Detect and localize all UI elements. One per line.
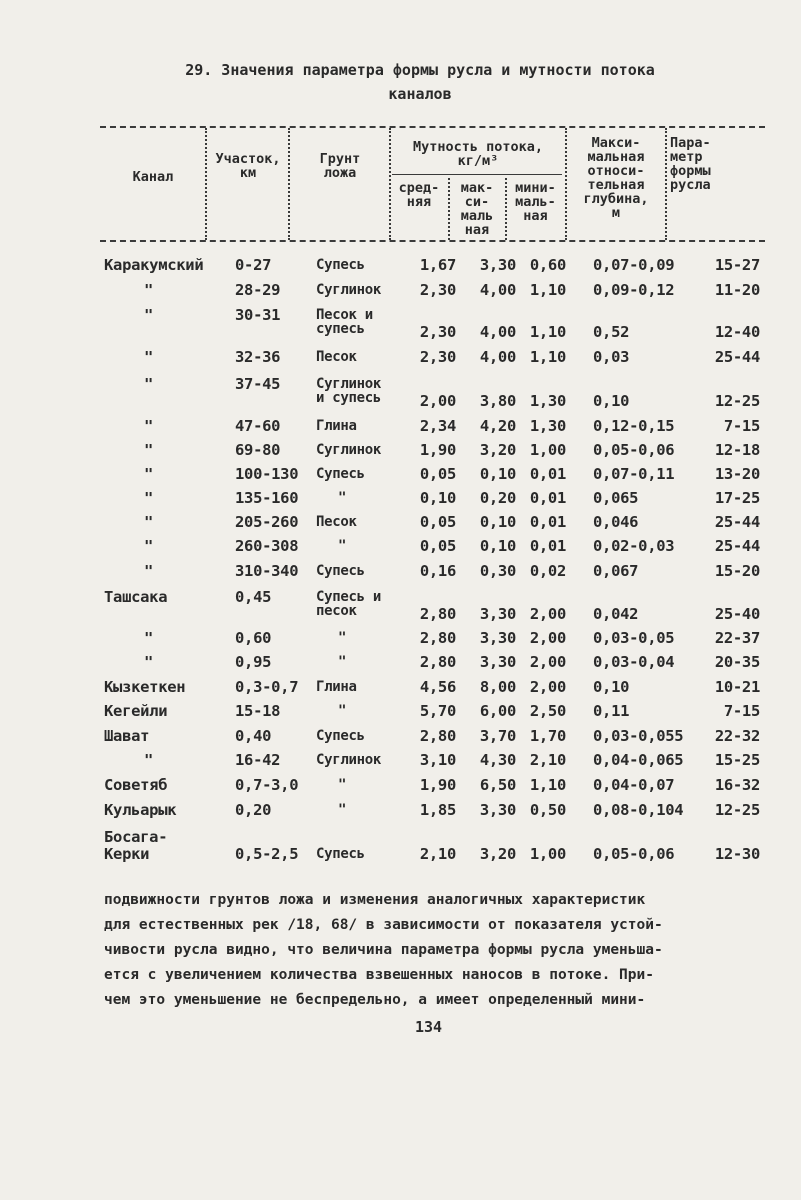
cell-avg: 2,80 [419,605,456,623]
cell-section: 0,45 [235,588,272,606]
cell-max: 0,10 [479,513,516,531]
cell-param: 25-44 [714,537,760,555]
cell-soil: Супесь [316,728,365,744]
table-row [0,680,801,704]
table-row [0,704,801,728]
cell-max: 3,30 [479,653,516,671]
table-row [0,443,801,467]
cell-avg: 0,16 [419,562,456,580]
header-turbidity: Мутность потока, кг/м³ [412,139,544,169]
cell-param: 10-21 [714,678,760,696]
cell-section: 0,3-0,7 [235,678,299,696]
cell-soil: Песок [316,514,357,530]
cell-param: 16-32 [714,776,760,794]
cell-param: 7-15 [723,702,760,720]
cell-max: 8,00 [479,678,516,696]
cell-min: 1,10 [529,323,566,341]
cell-max: 3,30 [479,801,516,819]
cell-max: 4,20 [479,417,516,435]
table-row [0,350,801,374]
cell-section: 16-42 [235,751,281,769]
table-row [0,375,801,410]
table-row [0,655,801,679]
table-row [0,828,801,863]
cell-min: 1,00 [529,845,566,863]
cell-avg: 2,00 [419,392,456,410]
cell-min: 0,01 [529,537,566,555]
cell-soil: Супесь [316,563,365,579]
cell-avg: 1,67 [419,256,456,274]
cell-soil: Супесь [316,466,365,482]
cell-canal: " [144,417,154,435]
cell-canal: Кызкеткен [104,678,186,696]
cell-min: 0,02 [529,562,566,580]
cell-min: 2,00 [529,629,566,647]
cell-max: 3,20 [479,845,516,863]
paragraph-line: чивости русла видно, что величина параметра формы русла уменьша- [104,942,663,958]
cell-section: 37-45 [235,375,281,393]
cell-max: 3,30 [479,605,516,623]
cell-section: 0,7-3,0 [235,776,299,794]
table-row [0,491,801,515]
cell-canal: " [144,513,154,531]
table-row [0,778,801,802]
table-row [0,283,801,307]
cell-max: 3,80 [479,392,516,410]
cell-avg: 1,90 [419,776,456,794]
cell-depth: 0,03-0,05 [593,629,675,647]
cell-depth: 0,065 [593,489,639,507]
cell-depth: 0,52 [593,323,630,341]
cell-canal: " [144,281,154,299]
cell-min: 2,00 [529,678,566,696]
cell-min: 2,00 [529,653,566,671]
cell-param: 25-40 [714,605,760,623]
cell-avg: 2,80 [419,727,456,745]
cell-canal: " [144,375,154,393]
cell-section: 69-80 [235,441,281,459]
cell-canal: " [144,751,154,769]
cell-avg: 0,05 [419,465,456,483]
cell-param: 22-37 [714,629,760,647]
column-separator [665,128,667,240]
cell-canal: " [144,441,154,459]
table-row [0,729,801,753]
cell-max: 0,10 [479,537,516,555]
cell-param: 12-18 [714,441,760,459]
cell-avg: 1,90 [419,441,456,459]
cell-depth: 0,09-0,12 [593,281,675,299]
cell-avg: 0,05 [419,513,456,531]
cell-param: 12-40 [714,323,760,341]
cell-canal: " [144,489,154,507]
cell-soil: Супесь [316,846,365,862]
table-row [0,753,801,777]
cell-min: 1,10 [529,281,566,299]
cell-section: 0,40 [235,727,272,745]
cell-canal: " [144,562,154,580]
cell-param: 12-30 [714,845,760,863]
table-row [0,564,801,588]
body-paragraph [104,888,769,1013]
cell-depth: 0,05-0,06 [593,441,675,459]
table-title [140,58,700,106]
cell-param: 17-25 [714,489,760,507]
cell-param: 11-20 [714,281,760,299]
cell-param: 12-25 [714,392,760,410]
cell-max: 0,20 [479,489,516,507]
cell-soil: " [338,490,347,506]
cell-min: 2,00 [529,605,566,623]
cell-min: 1,30 [529,392,566,410]
cell-max: 4,00 [479,323,516,341]
cell-soil: " [338,538,347,554]
header-section: Участок, км [215,151,281,181]
cell-soil: Песок [316,349,357,365]
cell-depth: 0,02-0,03 [593,537,675,555]
cell-avg: 4,56 [419,678,456,696]
cell-depth: 0,08-0,104 [593,801,684,819]
paragraph-line: для естественных рек /18, 68/ в зависимости от показателя устой- [104,917,663,933]
cell-max: 3,30 [479,256,516,274]
cell-depth: 0,07-0,09 [593,256,675,274]
cell-max: 4,00 [479,281,516,299]
cell-canal: Советяб [104,776,168,794]
table-row [0,306,801,341]
header-canal: Канал [132,169,174,185]
cell-section: 32-36 [235,348,281,366]
cell-soil: Глина [316,418,357,434]
cell-depth: 0,046 [593,513,639,531]
cell-param: 13-20 [714,465,760,483]
header-max: мак- си- маль ная [460,180,494,238]
paragraph-line: ется с увеличением количества взвешенных наносов в потоке. При- [104,967,654,983]
cell-section: 100-130 [235,465,299,483]
cell-soil: Супесь [316,257,365,273]
page-number: 134 [415,1018,443,1036]
cell-max: 0,10 [479,465,516,483]
cell-depth: 0,04-0,07 [593,776,675,794]
cell-section: 0-27 [235,256,272,274]
column-separator [205,128,207,240]
cell-soil: Песок и супесь [316,307,373,337]
cell-section: 47-60 [235,417,281,435]
cell-canal: Босага- Керки [104,828,168,863]
cell-section: 0,20 [235,801,272,819]
cell-min: 1,70 [529,727,566,745]
cell-soil: Глина [316,679,357,695]
cell-min: 0,01 [529,513,566,531]
cell-canal: " [144,348,154,366]
cell-param: 15-25 [714,751,760,769]
cell-canal: " [144,537,154,555]
cell-depth: 0,03-0,04 [593,653,675,671]
table-row [0,539,801,563]
cell-depth: 0,05-0,06 [593,845,675,863]
cell-avg: 3,10 [419,751,456,769]
cell-param: 15-27 [714,256,760,274]
cell-min: 1,00 [529,441,566,459]
cell-avg: 2,34 [419,417,456,435]
header-min: мини- маль- ная [515,180,556,224]
cell-canal: " [144,629,154,647]
table-row [0,258,801,282]
cell-section: 260-308 [235,537,299,555]
cell-soil: Суглинок и супесь [316,376,382,406]
cell-avg: 0,05 [419,537,456,555]
cell-depth: 0,04-0,065 [593,751,684,769]
cell-max: 6,50 [479,776,516,794]
turbidity-group-rule [392,174,562,175]
cell-max: 4,30 [479,751,516,769]
cell-canal: Кегейли [104,702,168,720]
cell-depth: 0,03 [593,348,630,366]
cell-min: 1,30 [529,417,566,435]
cell-param: 22-32 [714,727,760,745]
cell-section: 135-160 [235,489,299,507]
cell-canal: Кульарык [104,801,177,819]
cell-param: 15-20 [714,562,760,580]
cell-avg: 2,30 [419,323,456,341]
cell-section: 310-340 [235,562,299,580]
cell-depth: 0,10 [593,678,630,696]
cell-avg: 1,85 [419,801,456,819]
cell-min: 2,50 [529,702,566,720]
cell-canal: " [144,465,154,483]
cell-canal: Ташсака [104,588,168,606]
cell-min: 0,50 [529,801,566,819]
cell-min: 0,60 [529,256,566,274]
cell-avg: 2,30 [419,281,456,299]
table-row [0,467,801,491]
cell-depth: 0,10 [593,392,630,410]
cell-depth: 0,067 [593,562,639,580]
cell-soil: " [338,703,347,719]
cell-soil: " [338,777,347,793]
cell-avg: 2,30 [419,348,456,366]
cell-section: 205-260 [235,513,299,531]
cell-soil: Супесь и песок [316,589,382,619]
cell-soil: " [338,630,347,646]
header-bottom-rule [100,240,765,242]
table-row [0,803,801,827]
cell-canal: Каракумский [104,256,204,274]
cell-soil: Суглинок [316,752,382,768]
table-row [0,588,801,623]
cell-max: 4,00 [479,348,516,366]
cell-avg: 2,10 [419,845,456,863]
cell-min: 0,01 [529,489,566,507]
table-row [0,419,801,443]
cell-section: 30-31 [235,306,281,324]
cell-min: 0,01 [529,465,566,483]
table-row [0,515,801,539]
paragraph-line: подвижности грунтов ложа и изменения аналогичных характеристик [104,892,646,908]
cell-min: 1,10 [529,348,566,366]
cell-max: 3,30 [479,629,516,647]
cell-canal: Шават [104,727,150,745]
cell-depth: 0,042 [593,605,639,623]
cell-avg: 2,80 [419,653,456,671]
header-soil: Грунт ложа [319,151,361,181]
cell-depth: 0,11 [593,702,630,720]
cell-section: 0,5-2,5 [235,845,299,863]
cell-section: 0,60 [235,629,272,647]
cell-section: 0,95 [235,653,272,671]
cell-param: 12-25 [714,801,760,819]
cell-param: 25-44 [714,348,760,366]
cell-soil: " [338,802,347,818]
table-title-line2: каналов [388,85,452,103]
cell-depth: 0,12-0,15 [593,417,675,435]
paragraph-line: чем это уменьшение не беспредельно, а имеет определенный мини- [104,992,646,1008]
header-param: Пара- метр формы русла [670,135,711,193]
cell-depth: 0,03-0,055 [593,727,684,745]
cell-soil: " [338,654,347,670]
table-title-line1: 29. Значения параметра формы русла и мутности потока [185,61,655,79]
cell-section: 15-18 [235,702,281,720]
cell-soil: Суглинок [316,442,382,458]
cell-depth: 0,07-0,11 [593,465,675,483]
cell-canal: " [144,306,154,324]
cell-min: 1,10 [529,776,566,794]
cell-max: 3,70 [479,727,516,745]
cell-soil: Суглинок [316,282,382,298]
cell-max: 6,00 [479,702,516,720]
header-depth: Макси- мальная относи- тельная глубина, м [583,135,649,221]
cell-section: 28-29 [235,281,281,299]
cell-avg: 0,10 [419,489,456,507]
cell-canal: " [144,653,154,671]
cell-param: 7-15 [723,417,760,435]
cell-max: 3,20 [479,441,516,459]
cell-avg: 5,70 [419,702,456,720]
cell-param: 20-35 [714,653,760,671]
table-row [0,631,801,655]
cell-max: 0,30 [479,562,516,580]
cell-avg: 2,80 [419,629,456,647]
header-avg: сред- няя [398,180,440,210]
column-separator [288,128,290,240]
cell-param: 25-44 [714,513,760,531]
cell-min: 2,10 [529,751,566,769]
